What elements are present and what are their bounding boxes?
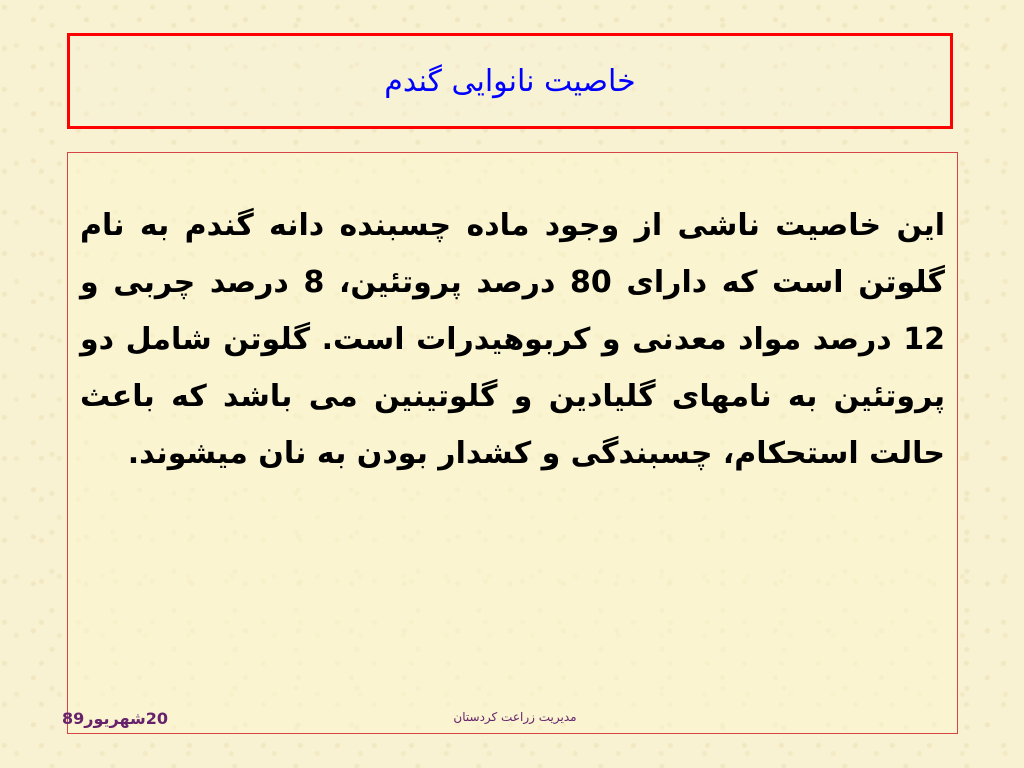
slide-title: خاصیت نانوایی گندم — [384, 63, 636, 99]
slide-title-box — [67, 33, 953, 129]
content-box — [67, 152, 958, 734]
footer-organization: مدیریت زراعت کردستان — [453, 710, 577, 724]
body-paragraph: این خاصیت ناشی از وجود ماده چسبنده دانه گندم به نام گلوتن است که دارای 80 درصد پروتئین، 8 درصد چربی و 12 درصد مواد معدنی و کربوهیدرات است. گلوتن شامل دو پروتئین به نامهای گلیادین و گلوتینین می باشد که باعث حالت استحکام، چسبندگی و کشدار بودن به نان میشوند. — [80, 208, 946, 471]
footer-date: 20شهریور89 — [62, 709, 169, 728]
